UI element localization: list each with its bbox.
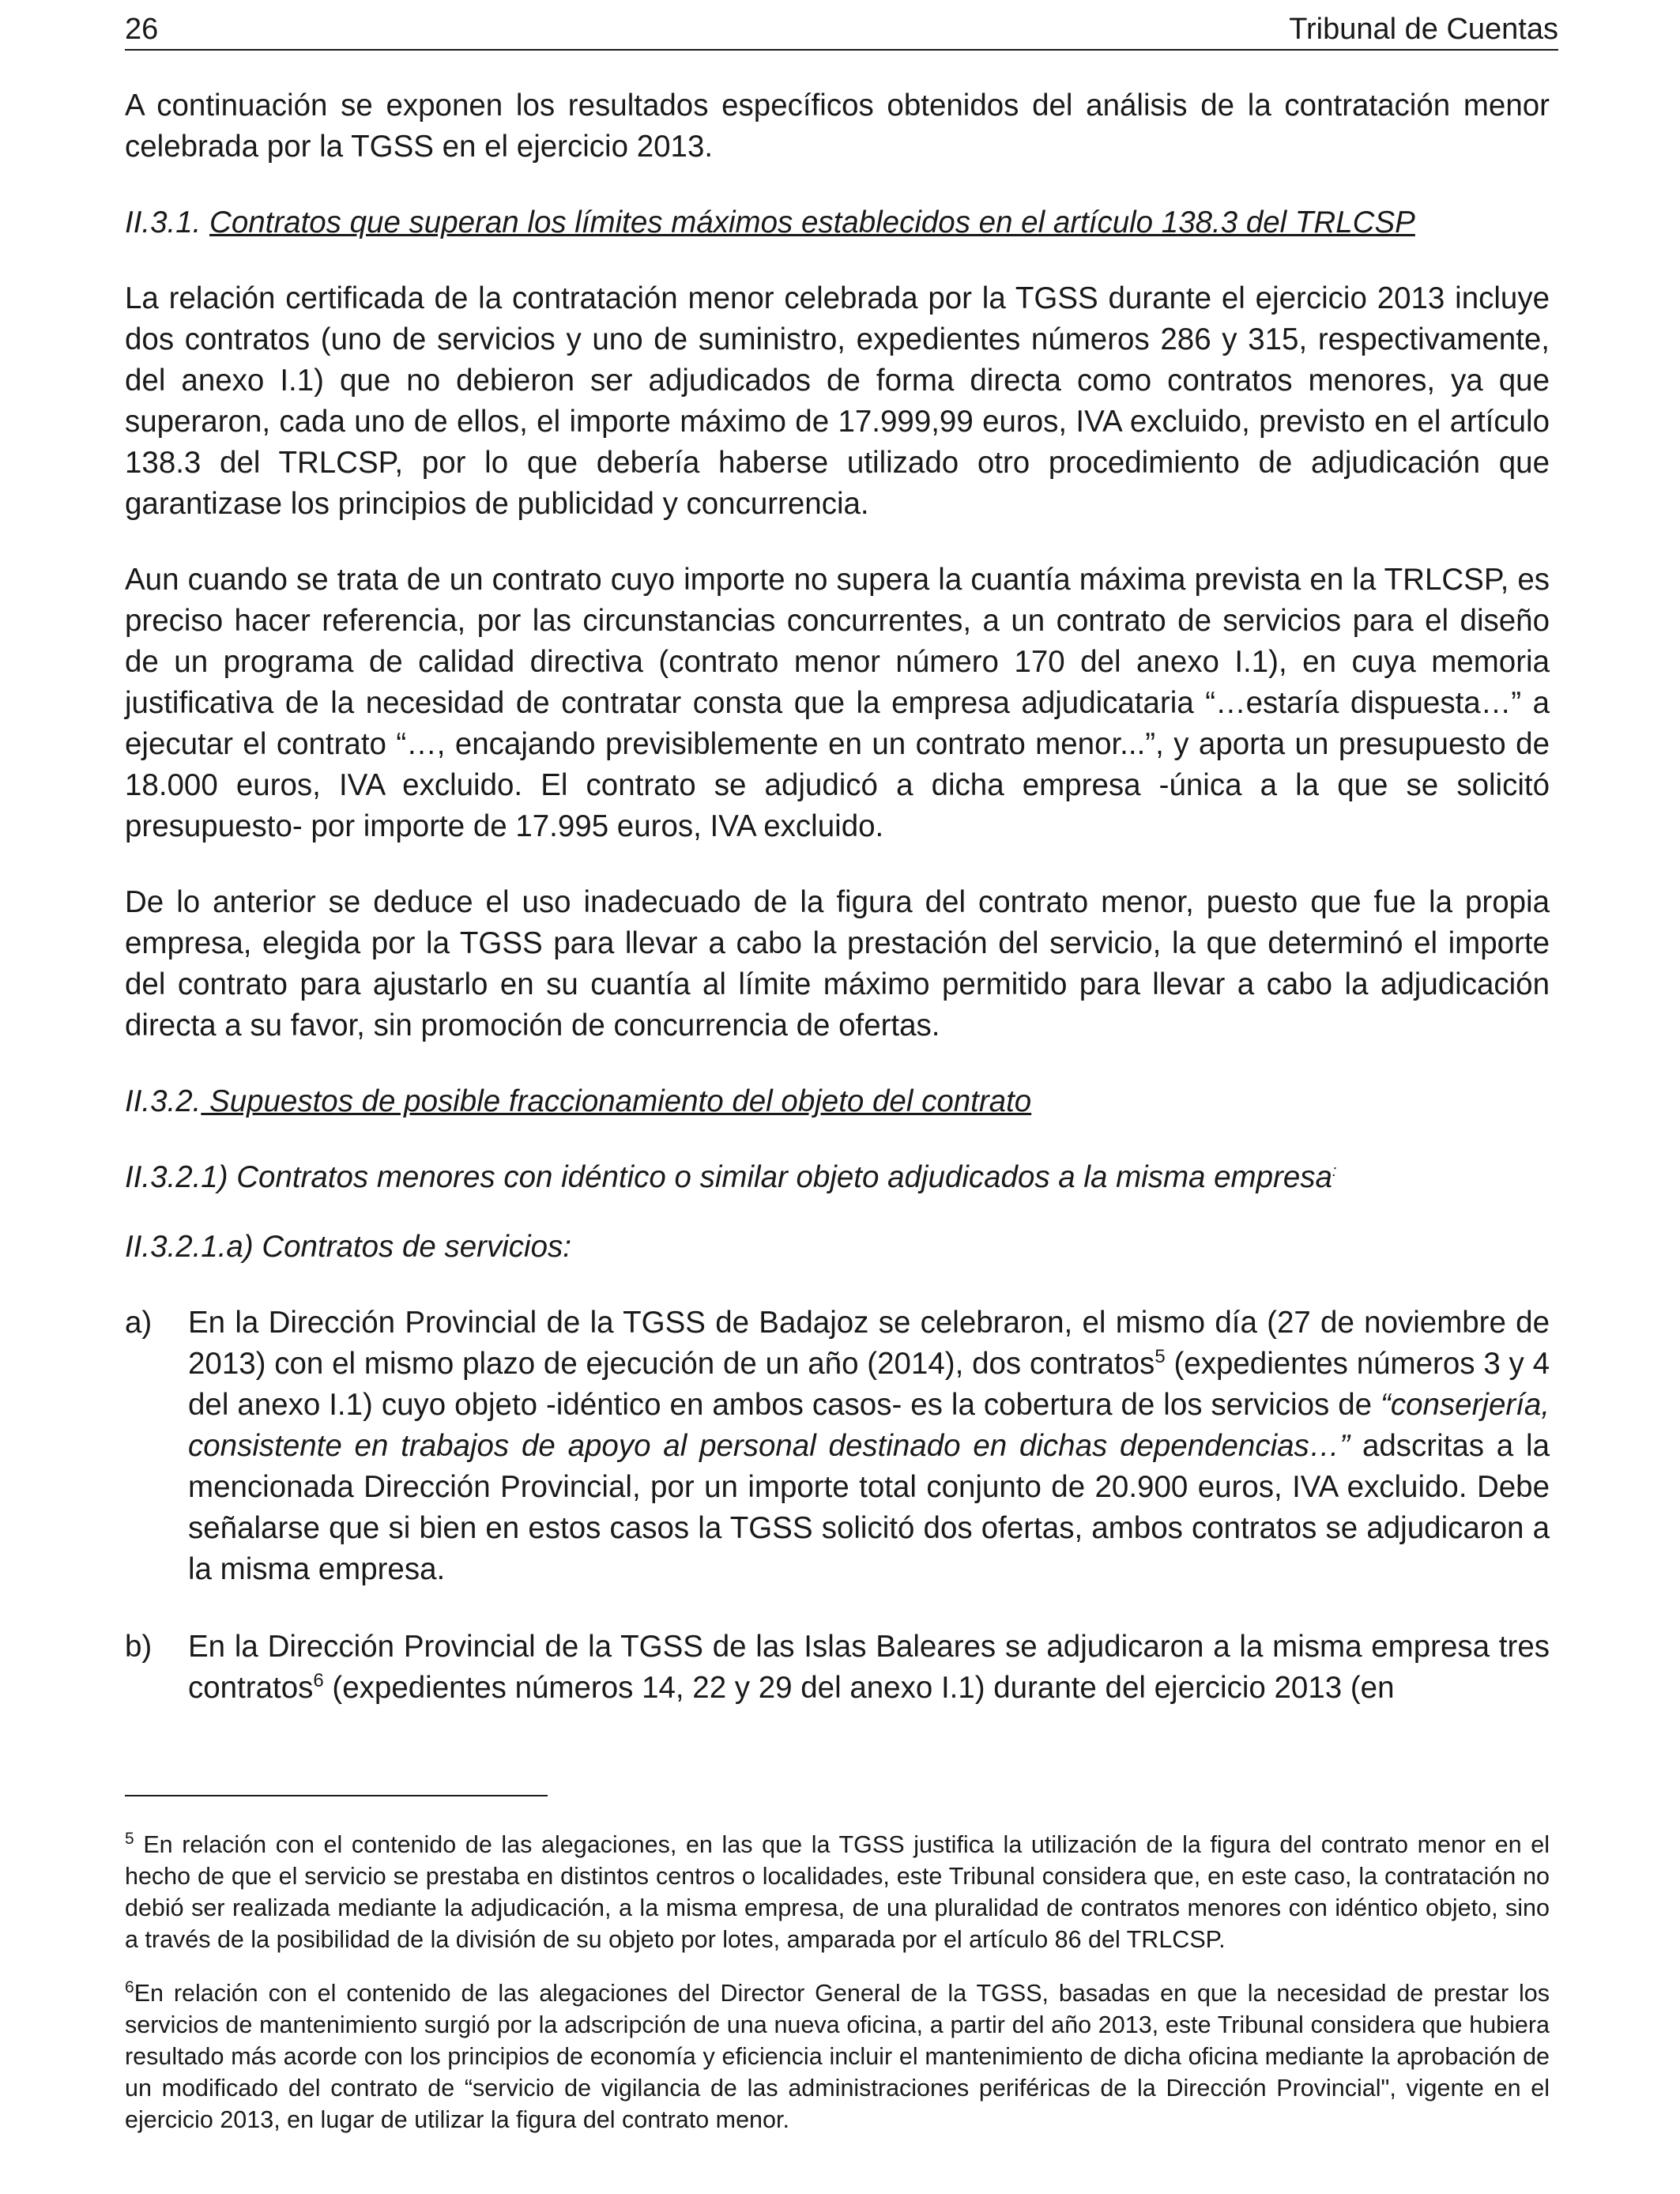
section-number: II.3.2. xyxy=(125,1084,202,1118)
footnote-reference[interactable]: 6 xyxy=(313,1670,324,1691)
footnotes xyxy=(125,1829,1550,2158)
list-item-a xyxy=(125,1302,1550,1590)
list-item-b xyxy=(125,1627,1550,1709)
subsection-mark: : xyxy=(1332,1163,1337,1180)
paragraph: La relación certificada de la contratación menor celebrada por la TGSS durante el ejercicio 2013 incluye dos contratos (uno de servicios y uno de suministro, expedientes números 286 y 315, respectivamente, del anexo I.1) que no debieron ser adjudicados de forma directa como contratos menores, ya que superaron, cada uno de ellos, el importe máximo de 17.999,99 euros, IVA excluido, previsto en el artículo 138.3 del TRLCSP, por lo que debería haberse utilizado otro procedimiento de adjudicación que garantizase los principios de publicidad y concurrencia. xyxy=(125,281,1550,521)
document-body xyxy=(125,85,1550,1745)
footnote-5 xyxy=(125,1829,1550,1955)
footnote-text: En relación con el contenido de las alegaciones del Director General de la TGSS, basadas en que la necesidad de prestar los servicios de mantenimiento surgió por la adscripción de una nueva oficina, a partir del año 2013, este Tribunal considera que hubiera resultado más acorde con los principios de economía y eficiencia incluir el mantenimiento de dicha oficina mediante la aprobación de un modificado del contrato de “servicio de vigilancia de las administraciones periféricas de la Dirección Provincial", vigente en el ejercicio 2013, en lugar de utilizar la figura del contrato menor. xyxy=(125,1980,1550,2133)
footnote-mark: 6 xyxy=(125,1977,134,1996)
paragraph: Aun cuando se trata de un contrato cuyo importe no supera la cuantía máxima prevista en la TRLCSP, es preciso hacer referencia, por las circunstancias concurrentes, a un contrato de servicios para el diseño de un programa de calidad directiva (contrato menor número 170 del anexo I.1), en cuya memoria justificativa de la necesidad de contratar consta que la empresa adjudicataria “…estaría dispuesta…” a ejecutar el contrato “…, encajando previsiblemente en un contrato menor...”, y aporta un presupuesto de 18.000 euros, IVA excluido. El contrato se adjudicó a dicha empresa -única a la que se solicitó presupuesto- por importe de 17.995 euros, IVA excluido. xyxy=(125,563,1550,843)
section-heading-2-3-1 xyxy=(125,202,1550,243)
subsection-heading: II.3.2.1) Contratos menores con idéntico o similar objeto adjudicados a la misma empresa: xyxy=(125,1159,1337,1194)
footnote-6 xyxy=(125,1977,1550,2136)
footnote-reference[interactable]: 5 xyxy=(1155,1346,1166,1367)
footnote-mark: 5 xyxy=(125,1829,134,1848)
page-header xyxy=(125,9,1558,51)
subsubsection-heading: II.3.2.1.a) Contratos de servicios: xyxy=(125,1229,571,1264)
section-title: Contratos que superan los límites máximos establecidos en el artículo 138.3 del TRLCSP xyxy=(209,205,1415,239)
footnote-text: En relación con el contenido de las alegaciones, en las que la TGSS justifica la utilización de la figura del contrato menor en el hecho de que el servicio se prestaba en distintos centros o localidades, este Tribunal considera que, en este caso, la contratación no debió ser realizada mediante la adjudicación, a la misma empresa, de una pluralidad de contratos menores con idéntico objeto, sino a través de la posibilidad de la división de su objeto por lotes, amparada por el artículo 86 del TRLCSP. xyxy=(125,1831,1550,1953)
list-item-body: En la Dirección Provincial de la TGSS de las Islas Baleares se adjudicaron a la misma empresa tres contratos$^6$ (expedientes números 14, 22 y 29 del anexo I.1) durante del ejercicio 2013 (en xyxy=(188,1629,1550,1705)
paragraph: De lo anterior se deduce el uso inadecuado de la figura del contrato menor, puesto que fue la propia empresa, elegida por la TGSS para llevar a cabo la prestación del servicio, la que determinó el importe del contrato para ajustarlo en su cuantía al límite máximo permitido para llevar a cabo la adjudicación directa a su favor, sin promoción de concurrencia de ofertas. xyxy=(125,885,1550,1042)
section-number: II.3.1. xyxy=(125,205,202,239)
section-heading-2-3-2 xyxy=(125,1081,1550,1122)
footnote-separator xyxy=(125,1795,548,1796)
quoted-text: “conserjería, consistente en trabajos de apoyo al personal destinado en dichas dependencias…” xyxy=(188,1387,1550,1463)
section-title: Supuestos de posible fraccionamiento del objeto del contrato xyxy=(201,1084,1032,1118)
list-item-body: En la Dirección Provincial de la TGSS de Badajoz se celebraron, el mismo día (27 de noviembre de 2013) con el mismo plazo de ejecución de un año (2014), dos contratos$^5$ (expedientes números 3 y 4 del anexo I.1) cuyo objeto -idéntico en ambos casos- es la cobertura de los servicios de “conserjería, consistente en trabajos de apoyo al personal destinado en dichas dependencias…” adscritas a la mencionada Dirección Provincial, por un importe total conjunto de 20.900 euros, IVA excluido. Debe señalarse que si bien en estos casos la TGSS solicitó dos ofertas, ambos contratos se adjudicaron a la misma empresa. xyxy=(188,1305,1550,1586)
running-title: Tribunal de Cuentas xyxy=(1289,13,1558,46)
intro-paragraph: A continuación se exponen los resultados específicos obtenidos del análisis de la contratación menor celebrada por la TGSS en el ejercicio 2013. xyxy=(125,89,1550,164)
page-number: 26 xyxy=(125,13,159,46)
list-marker: a) xyxy=(125,1305,153,1340)
list-marker: b) xyxy=(125,1629,153,1664)
